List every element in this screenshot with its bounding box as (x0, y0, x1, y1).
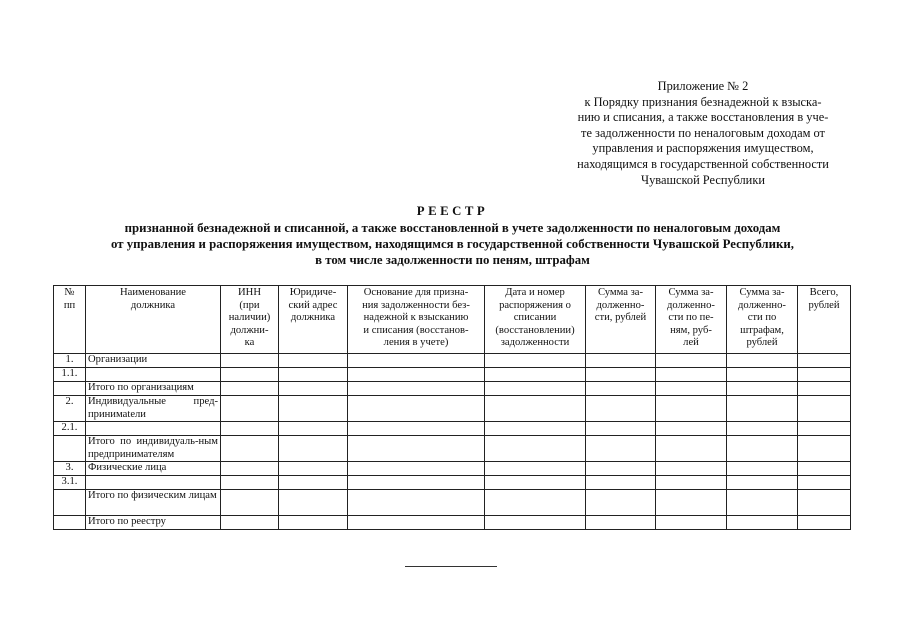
header-number: № пп (54, 286, 86, 354)
row-name: Итого по индивидуаль-ным предпринимателям (86, 436, 221, 462)
row-number: 3. (54, 462, 86, 476)
header-total: Всего, рублей (798, 286, 851, 354)
row-name (86, 422, 221, 436)
row-name: Индивидуальные пред-принимatели (86, 396, 221, 422)
table-row (54, 354, 851, 368)
table-row (54, 490, 851, 516)
row-number: 3.1. (54, 476, 86, 490)
row-name (86, 476, 221, 490)
row-number: 2. (54, 396, 86, 422)
header-debt-amount: Сумма за- долженно- сти, рублей (586, 286, 656, 354)
footnote-divider (405, 566, 497, 567)
header-penalty-amount: Сумма за- долженно- сти по пе- ням, руб- лей (656, 286, 727, 354)
appendix-line: нию и списания, а также восстановления в уче- (577, 110, 829, 125)
row-number: 1. (54, 354, 86, 368)
row-name: Организации (86, 354, 221, 368)
title-line: признанной безнадежной и списанной, а также восстановленной в учете задолженности по неналоговым доходам (124, 221, 781, 235)
appendix-line: Приложение № 2 (657, 79, 749, 93)
appendix-line: управления и распоряжения имуществом, (592, 141, 814, 156)
row-number (54, 382, 86, 396)
appendix-line: те задолженности по неналоговым доходам от (581, 125, 825, 140)
header-legal-address: Юридиче- ский адрес должника (279, 286, 348, 354)
row-number (54, 516, 86, 530)
header-debtor-name: Наименование должника (86, 286, 221, 354)
row-number (54, 436, 86, 462)
row-name: Физические лица (86, 462, 221, 476)
table-row (54, 436, 851, 462)
appendix-line: к Порядку признания безнадежной к взыска- (584, 94, 822, 109)
header-inn: ИНН (при наличии) должни- ка (221, 286, 279, 354)
table-row (54, 382, 851, 396)
row-name: Итого по реестру (86, 516, 221, 530)
header-order-date-number: Дата и номер распоряжения о списании (восстановлении) задолженности (485, 286, 586, 354)
table-header-row (54, 286, 851, 354)
row-name (86, 368, 221, 382)
row-name: Итого по организациям (86, 382, 221, 396)
table-row (54, 516, 851, 530)
table-row (54, 422, 851, 436)
title-line: в том числе задолженности по пеням, штрафам (315, 253, 590, 267)
appendix-note (548, 79, 858, 188)
row-number: 1.1. (54, 368, 86, 382)
appendix-line: находящимся в государственной собственности (577, 156, 829, 171)
table-row (54, 476, 851, 490)
document-title (0, 203, 905, 268)
title-line: от управления и распоряжения имуществом, находящимся в государственной собственности Чувашской Республики, (111, 237, 794, 251)
row-number: 2.1. (54, 422, 86, 436)
row-number (54, 490, 86, 516)
registry-table (53, 285, 851, 530)
row-name: Итого по физическим лицам (86, 490, 221, 516)
header-fine-amount: Сумма за- долженно- сти по штрафам, рублей (727, 286, 798, 354)
header-basis: Основание для призна- ния задолженности без- надежной к взысканию и списания (восстанов- ления в учете) (348, 286, 485, 354)
title-main: РЕЕСТР (416, 204, 489, 218)
table-row (54, 368, 851, 382)
appendix-line: Чувашской Республики (641, 172, 765, 187)
table-row (54, 462, 851, 476)
table-row (54, 396, 851, 422)
